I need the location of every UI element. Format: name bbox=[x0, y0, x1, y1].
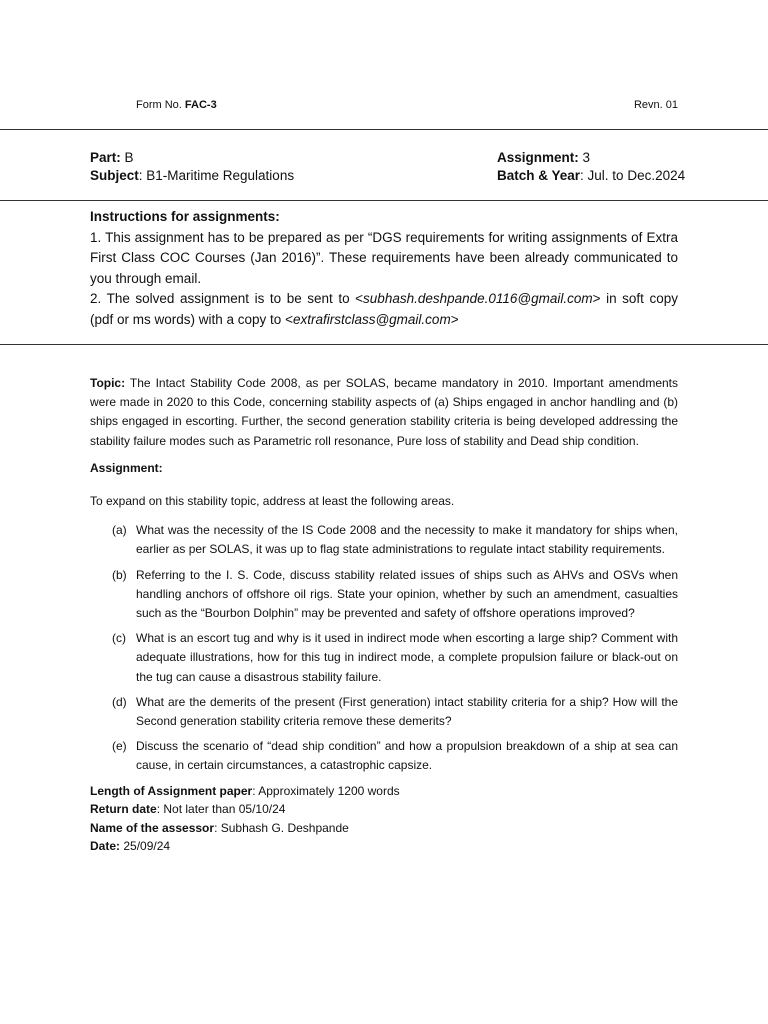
meta-right bbox=[497, 149, 685, 185]
item-label: (b) bbox=[112, 567, 127, 582]
divider-meta bbox=[0, 200, 768, 201]
instruction-item-1: 1. This assignment has to be prepared as per “DGS requirements for writing assignments of Extra First Class COC Courses (Jan 2016)”. These requirements have been already communicated to you through email. bbox=[90, 229, 678, 286]
item-text: What was the necessity of the IS Code 2008 and the necessity to make it mandatory for ships when, earlier as per SOLAS, it was up to flag state administrations to regulate intact stability requirements. bbox=[136, 523, 678, 557]
assignment-label: Assignment: bbox=[497, 150, 579, 165]
list-item bbox=[90, 566, 678, 624]
list-item bbox=[90, 521, 678, 559]
item-text: Referring to the I. S. Code, discuss stability related issues of ships such as AHVs and OSVs when handling anchors of offshore oil rigs. State your opinion, whether by such an amendment, casualties such as the “Bourbon Dolphin” may be prevented and safety of offshore operations improved? bbox=[136, 567, 678, 621]
batch-value: : Jul. to Dec.2024 bbox=[580, 168, 686, 183]
length-line bbox=[90, 782, 678, 801]
instruction-2-post: > bbox=[450, 311, 459, 327]
length-value: : Approximately 1200 words bbox=[252, 783, 400, 798]
date-line bbox=[90, 837, 678, 856]
topic-paragraph bbox=[90, 374, 678, 451]
list-item bbox=[90, 737, 678, 775]
subject-label: Subject bbox=[90, 168, 139, 183]
subject-line bbox=[90, 167, 294, 185]
assignment-items bbox=[90, 521, 678, 775]
return-label: Return date bbox=[90, 802, 157, 817]
form-label: Form No. bbox=[136, 99, 182, 111]
divider-instructions bbox=[0, 344, 768, 345]
part-label: Part: bbox=[90, 150, 121, 165]
topic-label: Topic: bbox=[90, 376, 126, 390]
instruction-item-2 bbox=[90, 289, 678, 330]
meta-left bbox=[90, 149, 294, 185]
list-item bbox=[90, 629, 678, 687]
list-item bbox=[90, 693, 678, 731]
date-label: Date: bbox=[90, 839, 121, 854]
item-text: What is an escort tug and why is it used in indirect mode when escorting a large ship? Comment with adequate illustrations, how for this tug in indirect mode, a complete propulsion failure or black-out on the tug can cause a disastrous stability failure. bbox=[136, 631, 678, 684]
part-value: B bbox=[124, 150, 134, 165]
subject-value: : B1-Maritime Regulations bbox=[138, 168, 295, 183]
length-label: Length of Assignment paper bbox=[90, 783, 253, 798]
assignment-body bbox=[90, 374, 678, 856]
assessor-line bbox=[90, 819, 678, 838]
form-code: FAC-3 bbox=[184, 99, 217, 111]
date-value: 25/09/24 bbox=[120, 839, 171, 854]
assessor-value: : Subhash G. Deshpande bbox=[214, 820, 349, 835]
item-label: (c) bbox=[112, 631, 126, 646]
topic-text: The Intact Stability Code 2008, as per SOLAS, became mandatory in 2010. Important amendments were made in 2020 to this Code, concerning stability aspects of (a) Ships engaged in anchor handling and (b) ships engaged in escorting. Further, the second generation stability criteria is being developed addressing the stability failure modes such as Parametric roll resonance, Pure loss of stability and Dead ship condition. bbox=[90, 376, 678, 448]
batch-label: Batch & Year bbox=[497, 168, 581, 183]
item-label: (a) bbox=[112, 523, 127, 538]
instruction-2-pre: 2. The solved assignment is to be sent to < bbox=[90, 291, 364, 307]
copy-email: extrafirstclass@gmail.com bbox=[292, 311, 451, 327]
instruction-2-mid: > in soft copy (pdf or ms words) with a copy to < bbox=[90, 291, 678, 327]
revision-number: Revn. 01 bbox=[633, 99, 678, 111]
instructions-section bbox=[90, 207, 678, 331]
instructions-title: Instructions for assignments: bbox=[90, 209, 280, 224]
item-text: What are the demerits of the present (First generation) intact stability criteria for a ship? How will the Second generation stability criteria remove these demerits? bbox=[136, 694, 678, 729]
item-text: Discuss the scenario of “dead ship condition” and how a propulsion breakdown of a ship at sea can cause, in certain circumstances, a catastrophic capsize. bbox=[136, 739, 678, 773]
assignment-value: 3 bbox=[582, 150, 591, 165]
assignment-heading: Assignment: bbox=[90, 460, 163, 475]
item-label: (e) bbox=[112, 739, 127, 754]
divider-top bbox=[0, 129, 768, 130]
form-number bbox=[136, 99, 217, 111]
assessor-email: subhash.deshpande.0116@gmail.com bbox=[363, 291, 593, 307]
item-label: (d) bbox=[112, 694, 127, 709]
assessor-label: Name of the assessor bbox=[90, 820, 215, 835]
return-value: : Not later than 05/10/24 bbox=[156, 802, 286, 817]
assignment-line bbox=[497, 149, 685, 167]
return-line bbox=[90, 800, 678, 819]
batch-line bbox=[497, 167, 685, 185]
assignment-intro: To expand on this stability topic, address at least the following areas. bbox=[90, 494, 455, 509]
part-line bbox=[90, 149, 294, 167]
